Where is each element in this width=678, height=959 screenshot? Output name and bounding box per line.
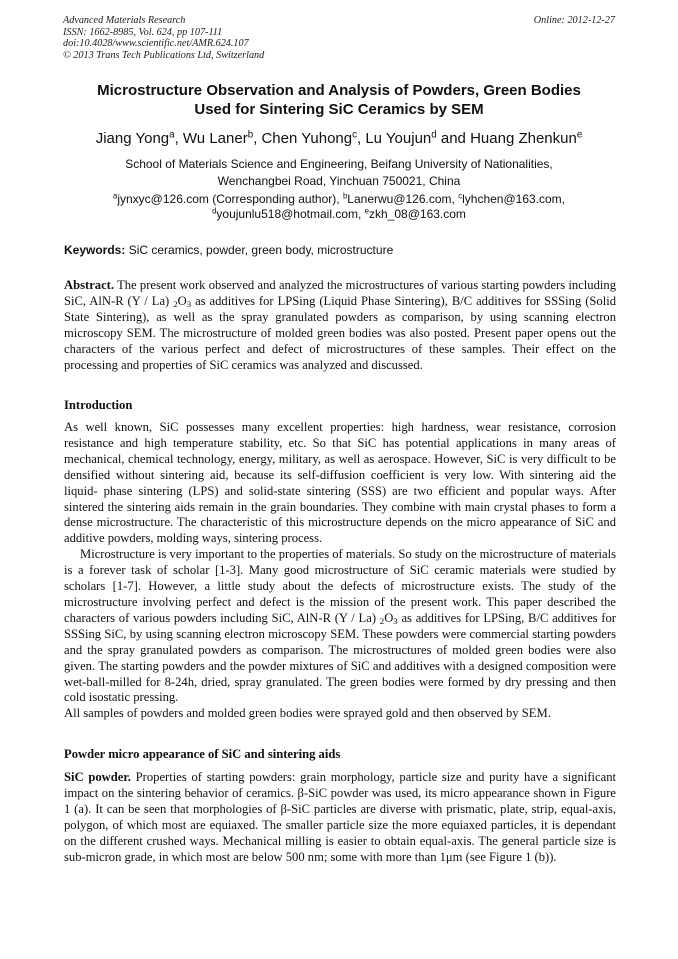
online-date xyxy=(534,15,615,27)
intro-paragraph-2 xyxy=(64,547,616,706)
author-mark: b xyxy=(247,129,254,141)
online-date-text: Online: 2012-12-27 xyxy=(533,15,615,26)
journal-doi: doi:10.4028/www.scientific.net/AMR.624.107 xyxy=(63,38,249,50)
affiliation-line-2: Wenchangbei Road, Yinchuan 750021, China xyxy=(217,174,461,188)
section-heading-powder: Powder micro appearance of SiC and sintering aids xyxy=(64,747,341,761)
keywords-label: Keywords: xyxy=(64,243,126,257)
author-separator: , xyxy=(174,130,183,147)
affiliation xyxy=(50,156,628,190)
author-name: Wu Laner xyxy=(182,130,248,147)
email-mark: c xyxy=(458,191,463,201)
email-list xyxy=(40,192,638,222)
keywords xyxy=(64,242,616,258)
email-address[interactable]: jynxyc@126.com (Corresponding author), xyxy=(117,192,343,206)
powder-text: Properties of starting powders: grain morphology, particle size and purity have a significant impact on the sintering behavior of ceramics. β-SiC powder was used, its micro appearance shown in Figure 1 (a). It can be seen that morphologies of β-SiC particles are diverse with prismatic, plate, strip, equal-axis, polygon, of which most are equiaxed. The smaller particle size the more equiaxed particles, it is dependant on the different crushed ways. Mechanical milling is easier to obtain equal-axis. The general particle size is sub-micron grade, in which most are below 500 nm; some with more than 1μm (see Figure 1 (b)). xyxy=(64,770,616,864)
journal-issn: ISSN: 1662-8985, Vol. 624, pp 107-111 xyxy=(63,26,223,38)
intro-p2-text-3: as additives for LPSing, B/C additives for SSSing SiC, by using scanning electron microscopy SEM. These powders were commercial starting powders and the spray granulated powders as comparison. The microstructures of molded green bodies were also given. The starting powders and the powder mixtures of SiC and additives with a designed composition were wet-ball-milled for 8-24h, dried, spray granulated. The green bodies were formed by dry pressing and then cold isostatic pressing. xyxy=(64,610,616,705)
email-mark: a xyxy=(112,191,118,201)
author-separator: and xyxy=(436,130,471,147)
intro-p2-sub-2: 3 xyxy=(393,616,398,627)
affiliation-line-1: School of Materials Science and Engineering, Beifang University of Nationalities, xyxy=(125,157,553,171)
title-line-2: Used for Sintering SiC Ceramics by SEM xyxy=(194,101,484,118)
author-name: Lu Youjun xyxy=(365,130,432,147)
author-list xyxy=(40,130,638,148)
intro-p2-sub: 2 xyxy=(379,616,385,627)
abstract-label: Abstract. xyxy=(64,278,115,292)
keywords-text: SiC ceramics, powder, green body, microstructure xyxy=(125,243,394,257)
author-mark: e xyxy=(576,129,583,141)
abstract-text-3: as additives for LPSing (Liquid Phase Sintering), B/C additives for SSSing (Solid State Sintering), as well as the spray granulated powders as comparison, by using scanning electron microscopy SEM. The microstructure of molded green bodies was also posted. Present paper opens out the characters of the various perfect and defect of microstructures of these samples. Their effect on the processing and properties of SiC ceramics was analyzed and discussed. xyxy=(64,293,616,372)
author-name: Chen Yuhong xyxy=(261,130,353,147)
title-line-1: Microstructure Observation and Analysis of Powders, Green Bodies xyxy=(97,82,581,99)
journal-name: Advanced Materials Research xyxy=(63,15,186,26)
email-line-1 xyxy=(40,192,638,207)
author-mark: d xyxy=(431,129,437,141)
author-mark: c xyxy=(352,129,357,141)
email-address[interactable]: lyhchen@163.com, xyxy=(462,192,566,206)
abstract-sub-2: 3 xyxy=(186,299,192,310)
abstract-sub: 2 xyxy=(173,299,178,310)
journal-copyright: © 2013 Trans Tech Publications Ltd, Switzerland xyxy=(63,49,265,61)
intro-p2-text-2: O xyxy=(384,610,394,625)
email-mark: b xyxy=(342,191,348,201)
email-mark: d xyxy=(212,206,217,216)
email-mark: e xyxy=(364,206,370,216)
author-name: Huang Zhenkun xyxy=(470,130,577,147)
abstract-paragraph xyxy=(64,278,616,373)
author-separator: , xyxy=(357,130,366,147)
intro-paragraph-3: All samples of powders and molded green bodies were sprayed gold and then observed by SEM. xyxy=(64,706,551,721)
abstract-text-1: The present work observed and analyzed the microstructures of various starting powders including SiC, AlN-R (Y / La) xyxy=(64,278,616,308)
email-address[interactable]: Lanerwu@126.com, xyxy=(347,192,459,206)
section-heading-introduction: Introduction xyxy=(64,398,133,412)
paper-title xyxy=(60,81,618,119)
intro-p2-text-1: Microstructure is very important to the properties of materials. So study on the microstructure of materials is a forever task of scholar [1-3]. Many good microstructure of SiC ceramic materials were studied by scholars [1-7]. However, a little study about the defects of microstructure exists. The study of the microstructure involving perfect and defect is the mission of the present work. This paper described the characters of various powders including SiC, AlN-R (Y / La) xyxy=(64,547,616,625)
powder-lead: SiC powder. xyxy=(64,770,131,784)
email-address[interactable]: zkh_08@163.com xyxy=(369,207,466,221)
introduction-body xyxy=(64,420,616,722)
powder-section-body xyxy=(64,770,616,865)
abstract xyxy=(64,278,616,373)
abstract-text-2: O xyxy=(177,293,187,308)
author-mark: a xyxy=(169,129,175,141)
journal-header xyxy=(63,15,264,61)
intro-paragraph-1: As well known, SiC possesses many excellent properties: high hardness, wear resistance, corrosion resistance and high temperature stability, etc. So that SiC has potential applications in many areas of mechanical, chemical technology, energy, military, as well as aerospace. However, SiC is very difficult to be densified without sintering aid, because its self-diffusion coefficient is very low. With sintering aid the liquid- phase sintering (LPS) and solid-state sintering (SSS) are two efficient and popular ways. After sintered the sintering aids remain in the grain boundaries. They combine with main crystal phases to form a dense microstructure. The characteristic of this microstructure depends on the micro appearance of SiC and additive powders, molding ways, sintering process. xyxy=(64,420,616,546)
author-separator: , xyxy=(253,130,262,147)
email-line-2 xyxy=(40,207,638,222)
email-address[interactable]: youjunlu518@hotmail.com, xyxy=(216,207,365,221)
author-name: Jiang Yong xyxy=(95,130,170,147)
powder-paragraph xyxy=(64,770,616,865)
